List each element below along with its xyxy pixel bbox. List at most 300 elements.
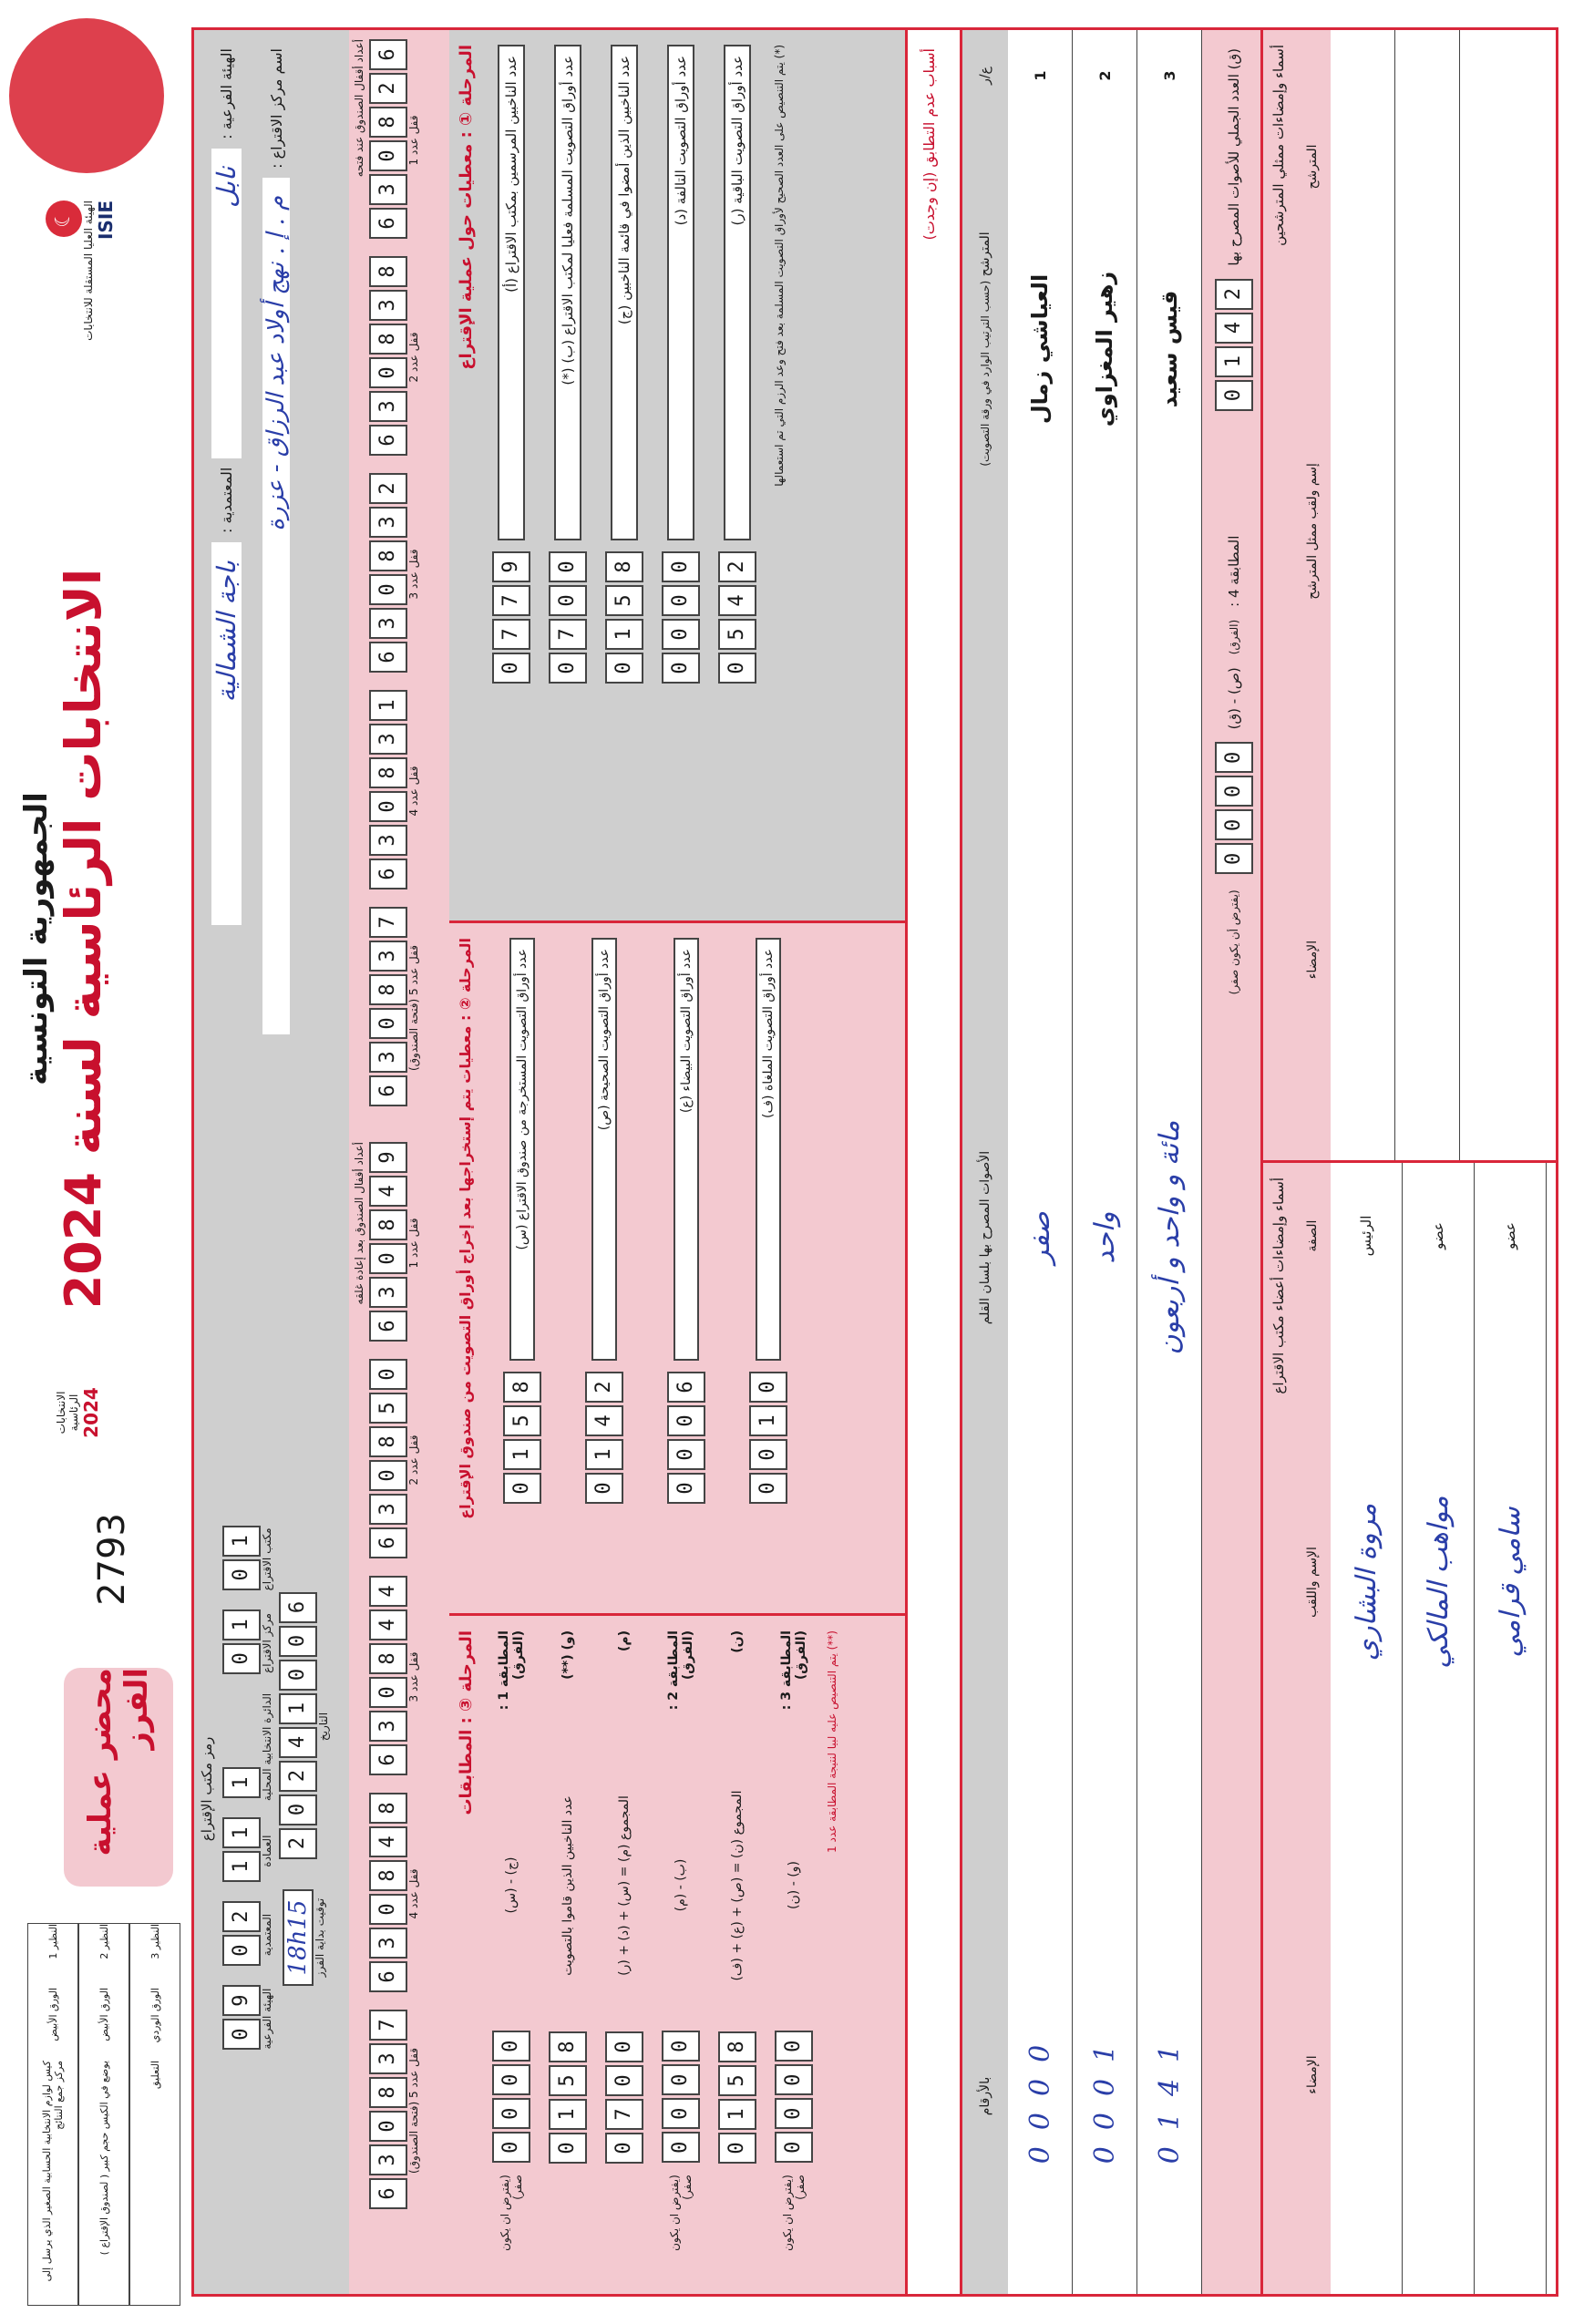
reseal-lock-4 (369, 1793, 407, 1995)
stage3-row-formula: المجموع (م) = (س) + (د) + (ر) (617, 1795, 632, 1976)
digit-box: 8 (369, 1860, 407, 1891)
reseal-lock-label: قفل عدد 4 (407, 1868, 420, 1919)
stage3-row-value (605, 2031, 643, 2166)
copy-destination: كيس لوازم الانتخابية الحسابية الصغير الذي يرسل إلى مركز جمع النتائج (41, 2061, 65, 2282)
stage1-row (483, 30, 540, 920)
digit-box: 6 (369, 1527, 407, 1558)
digit-box: 8 (369, 1209, 407, 1240)
sub-authority-code (222, 1985, 261, 2052)
digit-box: 5 (718, 2065, 756, 2096)
center-code (222, 1609, 261, 1677)
copy-label: النظير 3 (149, 1924, 161, 1959)
members-block (1263, 1160, 1558, 2294)
candidate-order: 3 (1160, 70, 1178, 81)
stage1-title: المرحلة ① : معطيات حول عملية الإقتراع (457, 45, 476, 370)
stage2-rows (481, 923, 809, 1613)
candidate-votes-words: مائة و واحد و أربعون (1153, 1120, 1186, 1355)
rep-col-name: إسم ولقب ممثل المترشح (1305, 463, 1320, 600)
digit-box: 8 (605, 551, 643, 582)
digit-box: 0 (549, 585, 587, 616)
station-code-title: رمز مكتب الإقتراع (199, 1736, 215, 1842)
stage3-row-name: المطابقة 1 : (الفرق) (497, 1630, 526, 1711)
digit-box: 0 (605, 2031, 643, 2062)
digit-box: 0 (605, 2065, 643, 2096)
digit-box: 8 (369, 324, 407, 355)
digit-box: 3 (369, 2043, 407, 2074)
digit-box: 1 (222, 1526, 261, 1557)
mismatch-row (905, 30, 960, 2294)
stage2 (449, 923, 905, 1616)
digit-box: 6 (369, 642, 407, 673)
digit-box: 1 (222, 1609, 261, 1640)
stage3 (449, 1616, 905, 2294)
digit-box: 6 (369, 859, 407, 889)
stage3-row (653, 1616, 709, 2294)
digit-box: 1 (718, 2099, 756, 2130)
open-lock-label: قفل عدد 4 (407, 766, 420, 817)
report-title-badge (64, 1668, 173, 1887)
digit-box: 2 (585, 1372, 623, 1403)
stage3-title: المرحلة ③ : المطابقات (457, 1630, 476, 1815)
date-label: التاريخ (317, 1712, 330, 1742)
digit-box: 0 (662, 585, 700, 616)
copy-row (129, 1923, 180, 2306)
digit-box: 6 (369, 39, 407, 70)
member-name: سامي قرامي (1494, 1506, 1527, 1658)
rep-col-candidate: المترشح (1305, 144, 1320, 190)
stage3-row (540, 1616, 596, 2294)
start-time-label: توقيت بداية الفرز (314, 1897, 326, 1978)
candidates-header (962, 30, 1008, 2294)
digit-box: 0 (605, 653, 643, 684)
stage3-rows (483, 1616, 822, 2294)
digit-box: 6 (369, 1961, 407, 1992)
digit-box: 0 (369, 791, 407, 822)
member-name: مواهب المالكي (1422, 1496, 1455, 1669)
digit-box: 0 (222, 1643, 261, 1674)
candidate-rows (1008, 30, 1202, 2294)
digit-box: 0 (492, 2132, 530, 2163)
candidate-order: 2 (1095, 70, 1114, 81)
stage1-row-value (492, 551, 530, 686)
stage3-row-value (775, 2031, 813, 2165)
center-label: مركز الاقتراع (261, 1613, 273, 1673)
digit-box: 0 (662, 2031, 700, 2062)
stage1-row-value (549, 551, 587, 686)
digit-box: 3 (369, 1277, 407, 1308)
digit-box: 3 (369, 507, 407, 538)
stamp-seal (9, 18, 164, 173)
digit-box: 8 (549, 2031, 587, 2062)
digit-box: 0 (549, 551, 587, 582)
election-title: الانتخابات الرئاسية لسنة 2024 (55, 568, 112, 1310)
stage2-row-label: عدد أوراق التصويت الصحيحة (ص) (591, 938, 617, 1361)
digit-box: 8 (503, 1372, 541, 1403)
digit-box: 0 (1215, 843, 1253, 874)
delegation-code (222, 1901, 261, 1969)
start-time-value: 18h15 (283, 1889, 314, 1987)
digit-box: 2 (369, 73, 407, 104)
total-value (1215, 279, 1253, 414)
digit-box: 0 (222, 1935, 261, 1966)
stage3-row-formula: (ج) - (س) (504, 1856, 519, 1914)
digit-box: 7 (369, 2010, 407, 2041)
candidate-order: 1 (1031, 70, 1049, 81)
digit-box: 1 (222, 1767, 261, 1798)
candidates-total-row (1202, 30, 1266, 2294)
candidate-name: قيس سعيد (1157, 290, 1182, 408)
digit-box: 0 (662, 551, 700, 582)
rep-row (1460, 30, 1524, 1160)
digit-box: 7 (492, 585, 530, 616)
digit-box: 1 (222, 1851, 261, 1882)
stage2-row-label: عدد أوراق التصويت الملغاة (ف) (756, 938, 781, 1361)
digit-box: 0 (718, 653, 756, 684)
local-district-code (222, 1693, 261, 1801)
members-col-signature: الإمضاء (1305, 2055, 1320, 2094)
stage2-row (727, 923, 809, 1613)
col-order: ع/ر (978, 67, 992, 85)
stage1 (449, 30, 905, 923)
office-label: مكتب الاقتراع (261, 1527, 273, 1591)
open-lock-3 (369, 473, 407, 675)
digit-box: 1 (369, 690, 407, 721)
digit-box: 0 (605, 2133, 643, 2164)
digit-box: 6 (369, 208, 407, 239)
digit-box: 0 (492, 2064, 530, 2095)
stages-row (449, 30, 905, 2294)
election-badge (55, 1367, 164, 1458)
mismatch-label: أسباب عدم التطابق (إن وجدت) (920, 48, 938, 241)
stage2-row-value (503, 1372, 541, 1506)
digit-box: 0 (549, 2133, 587, 2164)
reseal-lock-5 (369, 2010, 407, 2212)
digit-box: 3 (369, 2144, 407, 2175)
delegation-name: باجة الشمالية (211, 542, 242, 925)
stage1-row-label: عدد الناخبين الذين أمضوا في قائمة الناخبين (ج) (611, 45, 638, 540)
digit-box: 2 (369, 473, 407, 504)
copy-color: الورق الأبيض (46, 1988, 59, 2041)
stage3-row-hint: (يفترض ان يكون صفر) (499, 2175, 524, 2251)
digit-box: 8 (369, 2077, 407, 2108)
stage2-row (645, 923, 727, 1613)
reseal-lock-1 (369, 1142, 407, 1344)
digit-box: 6 (369, 1744, 407, 1775)
digit-box: 8 (369, 974, 407, 1005)
digit-box: 4 (369, 1176, 407, 1207)
digit-box: 6 (667, 1372, 705, 1403)
signatures-row (1260, 30, 1556, 2294)
digit-box: 7 (369, 907, 407, 938)
digit-box: 0 (585, 1473, 623, 1504)
open-lock-label: قفل عدد 5 (فتحة الصندوق) (407, 945, 420, 1071)
digit-box: 1 (279, 1693, 317, 1724)
copy-destination: التعليق (149, 2061, 161, 2090)
reseal-lock-3 (369, 1576, 407, 1778)
digit-box: 0 (369, 1894, 407, 1925)
digit-box: 3 (369, 391, 407, 422)
copy-destination: يوضع في الكيس حجم كبير ( لصندوق الإقتراع ) (98, 2061, 110, 2256)
stage1-row (653, 30, 709, 920)
stage3-row-name: (و) (**) (560, 1630, 575, 1680)
member-rows (1331, 1163, 1547, 2294)
digit-box: 0 (279, 1660, 317, 1691)
badge-line1: الانتخابات (55, 1391, 67, 1435)
stage1-row-label: عدد الناخبين المرسمين بمكتب الاقتراع (أ) (498, 45, 525, 540)
imada-label: العمادة (261, 1835, 273, 1867)
digit-box: 7 (492, 619, 530, 650)
digit-box: 4 (369, 1576, 407, 1607)
digit-box: 2 (279, 1828, 317, 1859)
sub-authority-text-label: الهيئة الفرعية : (217, 48, 235, 139)
digit-box: 3 (369, 1711, 407, 1742)
digit-box: 7 (549, 619, 587, 650)
digit-box: 0 (369, 1243, 407, 1274)
copies-table (27, 1923, 182, 2306)
member-row (1475, 1163, 1547, 2294)
isie-logo (46, 201, 164, 346)
digit-box: 0 (549, 653, 587, 684)
center-name: م . إ . نهج أولاد عبد الرزاق - عزرة (262, 178, 290, 1034)
station-names (203, 48, 340, 1124)
digit-box: 2 (718, 551, 756, 582)
digit-box: 8 (369, 540, 407, 571)
copy-label: النظير 1 (46, 1924, 59, 1959)
digit-box: 4 (279, 1727, 317, 1758)
stage2-row-value (585, 1372, 623, 1506)
digit-box: 8 (369, 757, 407, 788)
stage1-row-value (718, 551, 756, 686)
digit-box: 7 (605, 2099, 643, 2130)
copy-color: الورق الوردي (149, 1988, 161, 2043)
digit-box: 0 (1215, 742, 1253, 773)
digit-box: 0 (369, 574, 407, 605)
digit-box: 0 (369, 1359, 407, 1390)
col-name-sub: (حسب الترتيب الوارد في ورقة التصويت) (979, 280, 992, 467)
stage3-row-value (492, 2031, 530, 2165)
copy-row (27, 1923, 78, 2306)
digit-box: 0 (369, 1677, 407, 1708)
digit-box: 6 (369, 2178, 407, 2209)
delegation-label: المعتمدية (261, 1913, 273, 1957)
stage2-row (481, 923, 563, 1613)
candidates-table (960, 30, 1260, 2294)
title-block (18, 529, 182, 1349)
open-lock-2 (369, 256, 407, 458)
badge-year: 2024 (80, 1387, 102, 1438)
stage3-row-value (549, 2031, 587, 2166)
stage2-row-value (667, 1372, 705, 1506)
stage3-note: (**) يتم التنصيص عليه لبيا لنتيجة المطابقة عدد 1 (826, 1630, 838, 1853)
member-role: عضو (1502, 1222, 1518, 1249)
check4-hint: (يفترض أن يكون صفر) (1228, 889, 1240, 995)
digit-box: 0 (667, 1473, 705, 1504)
sub-authority-name: نابل (211, 149, 242, 458)
reseal-locks-title: أعداد أقفال الصندوق بعد إعادة غلقه (353, 1142, 365, 1305)
digit-box: 0 (662, 619, 700, 650)
header-strip (9, 18, 191, 2306)
digit-box: 3 (369, 1042, 407, 1073)
digit-box: 5 (549, 2065, 587, 2096)
digit-box: 0 (662, 653, 700, 684)
digit-box: 1 (585, 1439, 623, 1470)
stage1-row-label: عدد أوراق التصويت المسلمة فعليا لمكتب الاقتراع (ب) (*) (554, 45, 581, 540)
member-name: مروة البشاري (1350, 1503, 1383, 1661)
digit-box: 9 (222, 1985, 261, 2016)
col-name: المترشح (978, 231, 992, 277)
tunisia-flag-icon: ☾ (46, 201, 82, 237)
digit-box: 0 (369, 2111, 407, 2142)
digit-box: 1 (749, 1405, 787, 1436)
local-district-label: الدائرة الانتخابية المحلية (261, 1692, 273, 1802)
digit-box: 8 (369, 1793, 407, 1824)
digit-box: 0 (1215, 380, 1253, 411)
digit-box: 2 (222, 1901, 261, 1932)
stage1-row-value (605, 551, 643, 686)
col-digits: بالأرقام (978, 2076, 992, 2116)
open-locks-title: أعداد أقفال الصندوق عند فتحه (353, 39, 365, 178)
stage3-row-name: (ن) (730, 1630, 745, 1653)
stage3-row-name: (م) (617, 1630, 632, 1652)
member-role: عضو (1430, 1222, 1446, 1249)
check4-sub: (الفرق) (1228, 619, 1240, 655)
representatives-block (1263, 30, 1558, 1160)
digit-box: 6 (279, 1592, 317, 1623)
stage3-row-formula: المجموع (ن) = (ص) + (ع) + (ف) (730, 1790, 745, 1981)
digit-box: 1 (549, 2099, 587, 2130)
digit-box: 0 (492, 2098, 530, 2129)
digit-box: 0 (279, 1794, 317, 1825)
stage1-row-label: عدد أوراق التصويت التالفة (د) (667, 45, 694, 540)
open-lock-label: قفل عدد 3 (407, 549, 420, 600)
stage2-row-label: عدد أوراق التصويت البيضاء (ع) (674, 938, 699, 1361)
digit-box: 0 (1215, 776, 1253, 807)
member-row (1403, 1163, 1475, 2294)
digit-box: 0 (775, 2098, 813, 2129)
digit-box: 0 (662, 2132, 700, 2163)
candidate-votes-digits: 0001 (1088, 2028, 1121, 2165)
reseal-lock-2 (369, 1359, 407, 1561)
main-frame (191, 27, 1558, 2297)
stage3-row-name: المطابقة 2 : (الفرق) (666, 1630, 695, 1711)
digit-box: 5 (605, 585, 643, 616)
digit-box: 5 (369, 1393, 407, 1424)
sub-authority-label: الهيئة الفرعية (261, 1988, 273, 2050)
digit-box: 6 (369, 1311, 407, 1342)
rep-col-signature: الإمضاء (1305, 940, 1320, 980)
stage3-row (766, 1616, 822, 2294)
isie-name: الهيئة العليا المستقلة للانتخابات (82, 201, 95, 341)
check4-value (1215, 742, 1253, 877)
digit-box: 5 (503, 1405, 541, 1436)
stage1-note: (*) يتم التنصيص على العدد الصحيح لأوراق التصويت المسلمة بعد فتح وعد الرزم التي تم استعمالها (773, 45, 786, 487)
copy-label: النظير 2 (98, 1924, 110, 1959)
digit-box: 0 (369, 1008, 407, 1039)
rep-row (1395, 30, 1460, 1160)
candidate-votes-digits: 0000 (1023, 2028, 1056, 2165)
reseal-lock-label: قفل عدد 3 (407, 1651, 420, 1702)
candidate-row (1008, 30, 1073, 2294)
digit-box: 9 (369, 1142, 407, 1173)
candidate-row (1073, 30, 1137, 2294)
reseal-locks (353, 1142, 420, 2281)
reseal-lock-label: قفل عدد 1 (407, 1218, 420, 1269)
digit-box: 0 (775, 2031, 813, 2062)
digit-box: 2 (279, 1761, 317, 1792)
date-value (279, 1592, 317, 1862)
digit-box: 1 (1215, 346, 1253, 377)
digit-box: 0 (492, 653, 530, 684)
col-words: الأصوات المصرح بها بلسان القلم (978, 1150, 992, 1325)
stage1-row (596, 30, 653, 920)
copy-color: الورق الأبيض (98, 1988, 110, 2041)
center-text-label: اسم مركز الاقتراع : (267, 48, 285, 169)
stage2-row-value (749, 1372, 787, 1506)
digit-box: 5 (718, 619, 756, 650)
digit-box: 3 (369, 1494, 407, 1525)
digit-box: 0 (222, 2019, 261, 2050)
digit-box: 0 (775, 2132, 813, 2163)
digit-box: 0 (662, 2064, 700, 2095)
digit-box: 0 (503, 1473, 541, 1504)
digit-box: 1 (605, 619, 643, 650)
members-col-name: الإسم واللقب (1305, 1547, 1320, 1618)
digit-box: 6 (369, 425, 407, 456)
digit-box: 0 (775, 2064, 813, 2095)
digit-box: 8 (369, 256, 407, 287)
digit-box: 0 (369, 357, 407, 388)
open-locks (353, 39, 420, 1115)
digit-box: 1 (503, 1439, 541, 1470)
digit-box: 0 (749, 1372, 787, 1403)
digit-box: 0 (749, 1439, 787, 1470)
digit-box: 3 (369, 174, 407, 205)
stage1-row-label: عدد أوراق التصويت الباقية (ر) (724, 45, 751, 540)
digit-box: 8 (369, 1643, 407, 1674)
digit-box: 0 (1215, 809, 1253, 840)
stage3-row-name: المطابقة 3 : (الفرق) (779, 1630, 808, 1711)
digit-box: 0 (667, 1439, 705, 1470)
digit-box: 4 (585, 1405, 623, 1436)
open-lock-4 (369, 690, 407, 892)
stage3-row-value (718, 2031, 756, 2166)
digit-box: 2 (1215, 279, 1253, 310)
total-label: (ق) العدد الجملي للأصوات المصرح بها (1226, 48, 1242, 266)
isie-abbrev: ISIE (95, 201, 117, 240)
stage3-row (483, 1616, 540, 2294)
badge-line2: الرئاسية (67, 1393, 80, 1432)
open-lock-label: قفل عدد 2 (407, 332, 420, 383)
digit-box: 0 (279, 1626, 317, 1657)
stage1-row (540, 30, 596, 920)
stage1-row-value (662, 551, 700, 686)
digit-box: 3 (369, 941, 407, 972)
stage3-row-formula: (و) - (ن) (787, 1861, 801, 1909)
digit-box: 0 (667, 1405, 705, 1436)
delegation-text-label: المعتمدية : (217, 467, 235, 533)
digit-box: 4 (369, 1826, 407, 1857)
digit-box: 3 (369, 608, 407, 639)
republic-title: الجمهورية التونسية (18, 792, 55, 1085)
office-code (222, 1526, 261, 1593)
open-lock-1 (369, 39, 407, 242)
digit-box: 3 (369, 290, 407, 321)
candidate-votes-words: صفر (1023, 1211, 1056, 1264)
check4-label: المطابقة 4 : (1226, 535, 1242, 607)
stage2-title: المرحلة ② : معطيات يتم إستخراجها بعد إخراج أوراق التصويت من صندوق الإقتراع (457, 938, 474, 1519)
reseal-lock-label: قفل عدد 5 (فتحة الصندوق) (407, 2048, 420, 2174)
representatives-title: أسماء وإمضاءات ممثلي المترشحين (1263, 30, 1294, 1160)
